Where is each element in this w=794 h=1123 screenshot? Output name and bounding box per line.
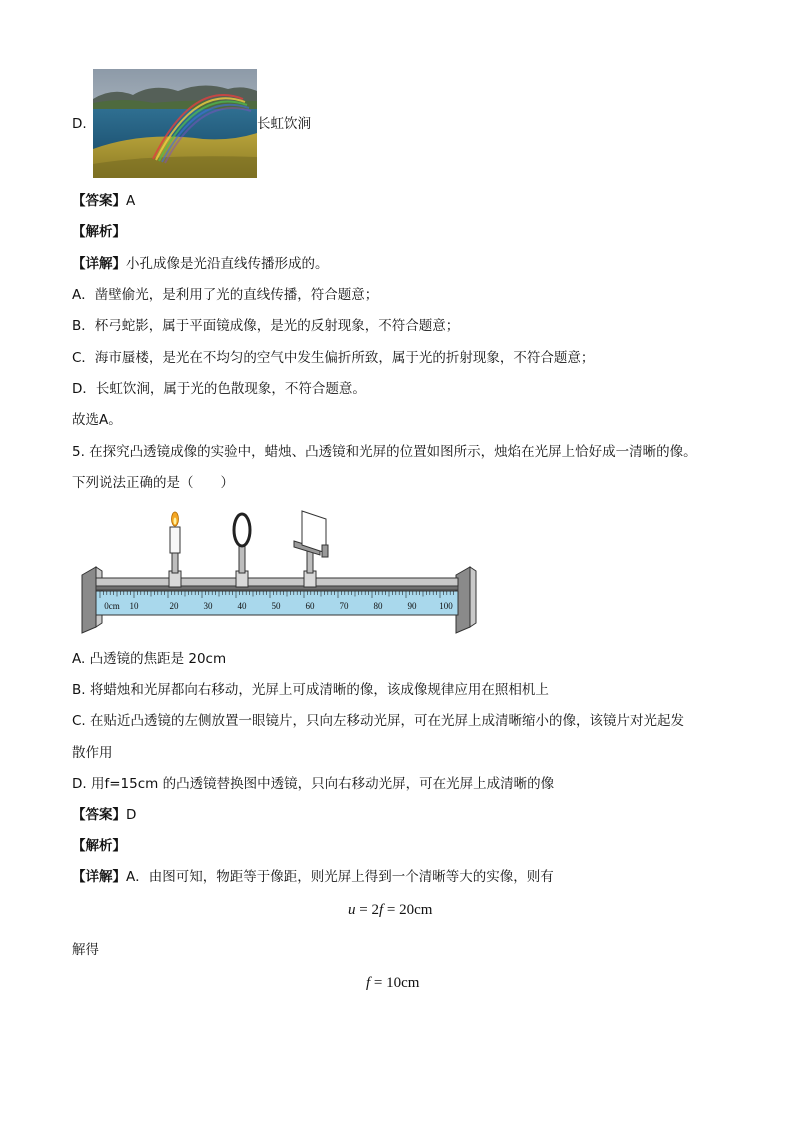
q5-stem-line2: 下列说法正确的是（ ） (72, 475, 234, 491)
q5-detail-label: 【详解】 (72, 869, 126, 885)
eq1-f: f (378, 902, 384, 918)
solve-label: 解得 (72, 942, 99, 958)
optical-bench-figure (74, 505, 484, 641)
q4-answer (72, 191, 135, 211)
q5-option-c-line2: 散作用 (72, 745, 113, 761)
equation-1 (348, 902, 432, 919)
option-d-label: D. (72, 116, 87, 132)
q4-line-b: B．杯弓蛇影，属于平面镜成像，是光的反射现象，不符合题意； (72, 318, 460, 334)
scale-label-60: 60 (305, 601, 315, 611)
q4-detail-text: 小孔成像是光沿直线传播形成的。 (126, 256, 329, 272)
q5-option-b: B. 将蜡烛和光屏都向右移动，光屏上可成清晰的像，该成像规律应用在照相机上 (72, 682, 549, 698)
scale-label-40: 40 (237, 601, 247, 611)
eq1-rest: = 20cm (383, 902, 433, 918)
q4-line-c: C．海市蜃楼，是光在不均匀的空气中发生偏折所致，属于光的折射现象，不符合题意； (72, 350, 595, 366)
lens-holder (234, 514, 250, 587)
eq1-eq: = 2 (355, 902, 379, 918)
scale-label-30: 30 (203, 601, 213, 611)
eq2-rest: = 10cm (370, 975, 420, 991)
scale-label-100: 100 (439, 601, 453, 611)
scale-label-10: 10 (129, 601, 139, 611)
screen-holder (294, 511, 328, 587)
scale-label-80: 80 (373, 601, 383, 611)
eq1-u: u (348, 902, 356, 918)
scale-label-20: 20 (169, 601, 179, 611)
q5-option-d: D. 用f=15cm 的凸透镜替换图中透镜，只向右移动光屏，可在光屏上成清晰的像 (72, 776, 555, 792)
scale-label-0: 0cm (104, 601, 120, 611)
q5-option-a: A. 凸透镜的焦距是 20cm (72, 651, 227, 667)
equation-2 (366, 975, 419, 992)
convex-lens (234, 514, 250, 546)
scale-label-90: 90 (407, 601, 417, 611)
eq2-f: f (366, 975, 371, 991)
q5-analysis-label: 【解析】 (72, 838, 126, 854)
q5-answer-label: 【答案】 (72, 807, 126, 823)
q5-answer-value: D (126, 807, 137, 823)
option-d-caption: 长虹饮涧 (257, 116, 311, 132)
q4-line-d: D．长虹饮涧，属于光的色散现象，不符合题意。 (72, 381, 366, 397)
q5-option-c-line1: C. 在贴近凸透镜的左侧放置一眼镜片，只向左移动光屏，可在光屏上成清晰缩小的像，该镜片对光起发 (72, 713, 685, 729)
q5-detail-text: A．由图可知，物距等于像距，则光屏上得到一个清晰等大的实像，则有 (126, 869, 554, 885)
q4-detail-label: 【详解】 (72, 256, 126, 272)
q4-answer-value: A (126, 193, 136, 209)
q5-stem-line1: 5. 在探究凸透镜成像的实验中，蜡烛、凸透镜和光屏的位置如图所示，烛焰在光屏上恰好成一清晰的像。 (72, 444, 697, 460)
rainbow-photo (93, 69, 257, 178)
q4-analysis-label: 【解析】 (72, 224, 126, 240)
q4-detail (72, 254, 329, 274)
scale-label-50: 50 (271, 601, 281, 611)
candle (170, 527, 180, 553)
candle-holder (169, 512, 181, 587)
q5-answer (72, 805, 136, 825)
q4-answer-label: 【答案】 (72, 193, 126, 209)
q5-detail (72, 867, 554, 887)
q4-line-a: A．凿壁偷光，是利用了光的直线传播，符合题意； (72, 287, 379, 303)
scale-label-70: 70 (339, 601, 349, 611)
q4-conclusion: 故选A。 (72, 412, 122, 428)
